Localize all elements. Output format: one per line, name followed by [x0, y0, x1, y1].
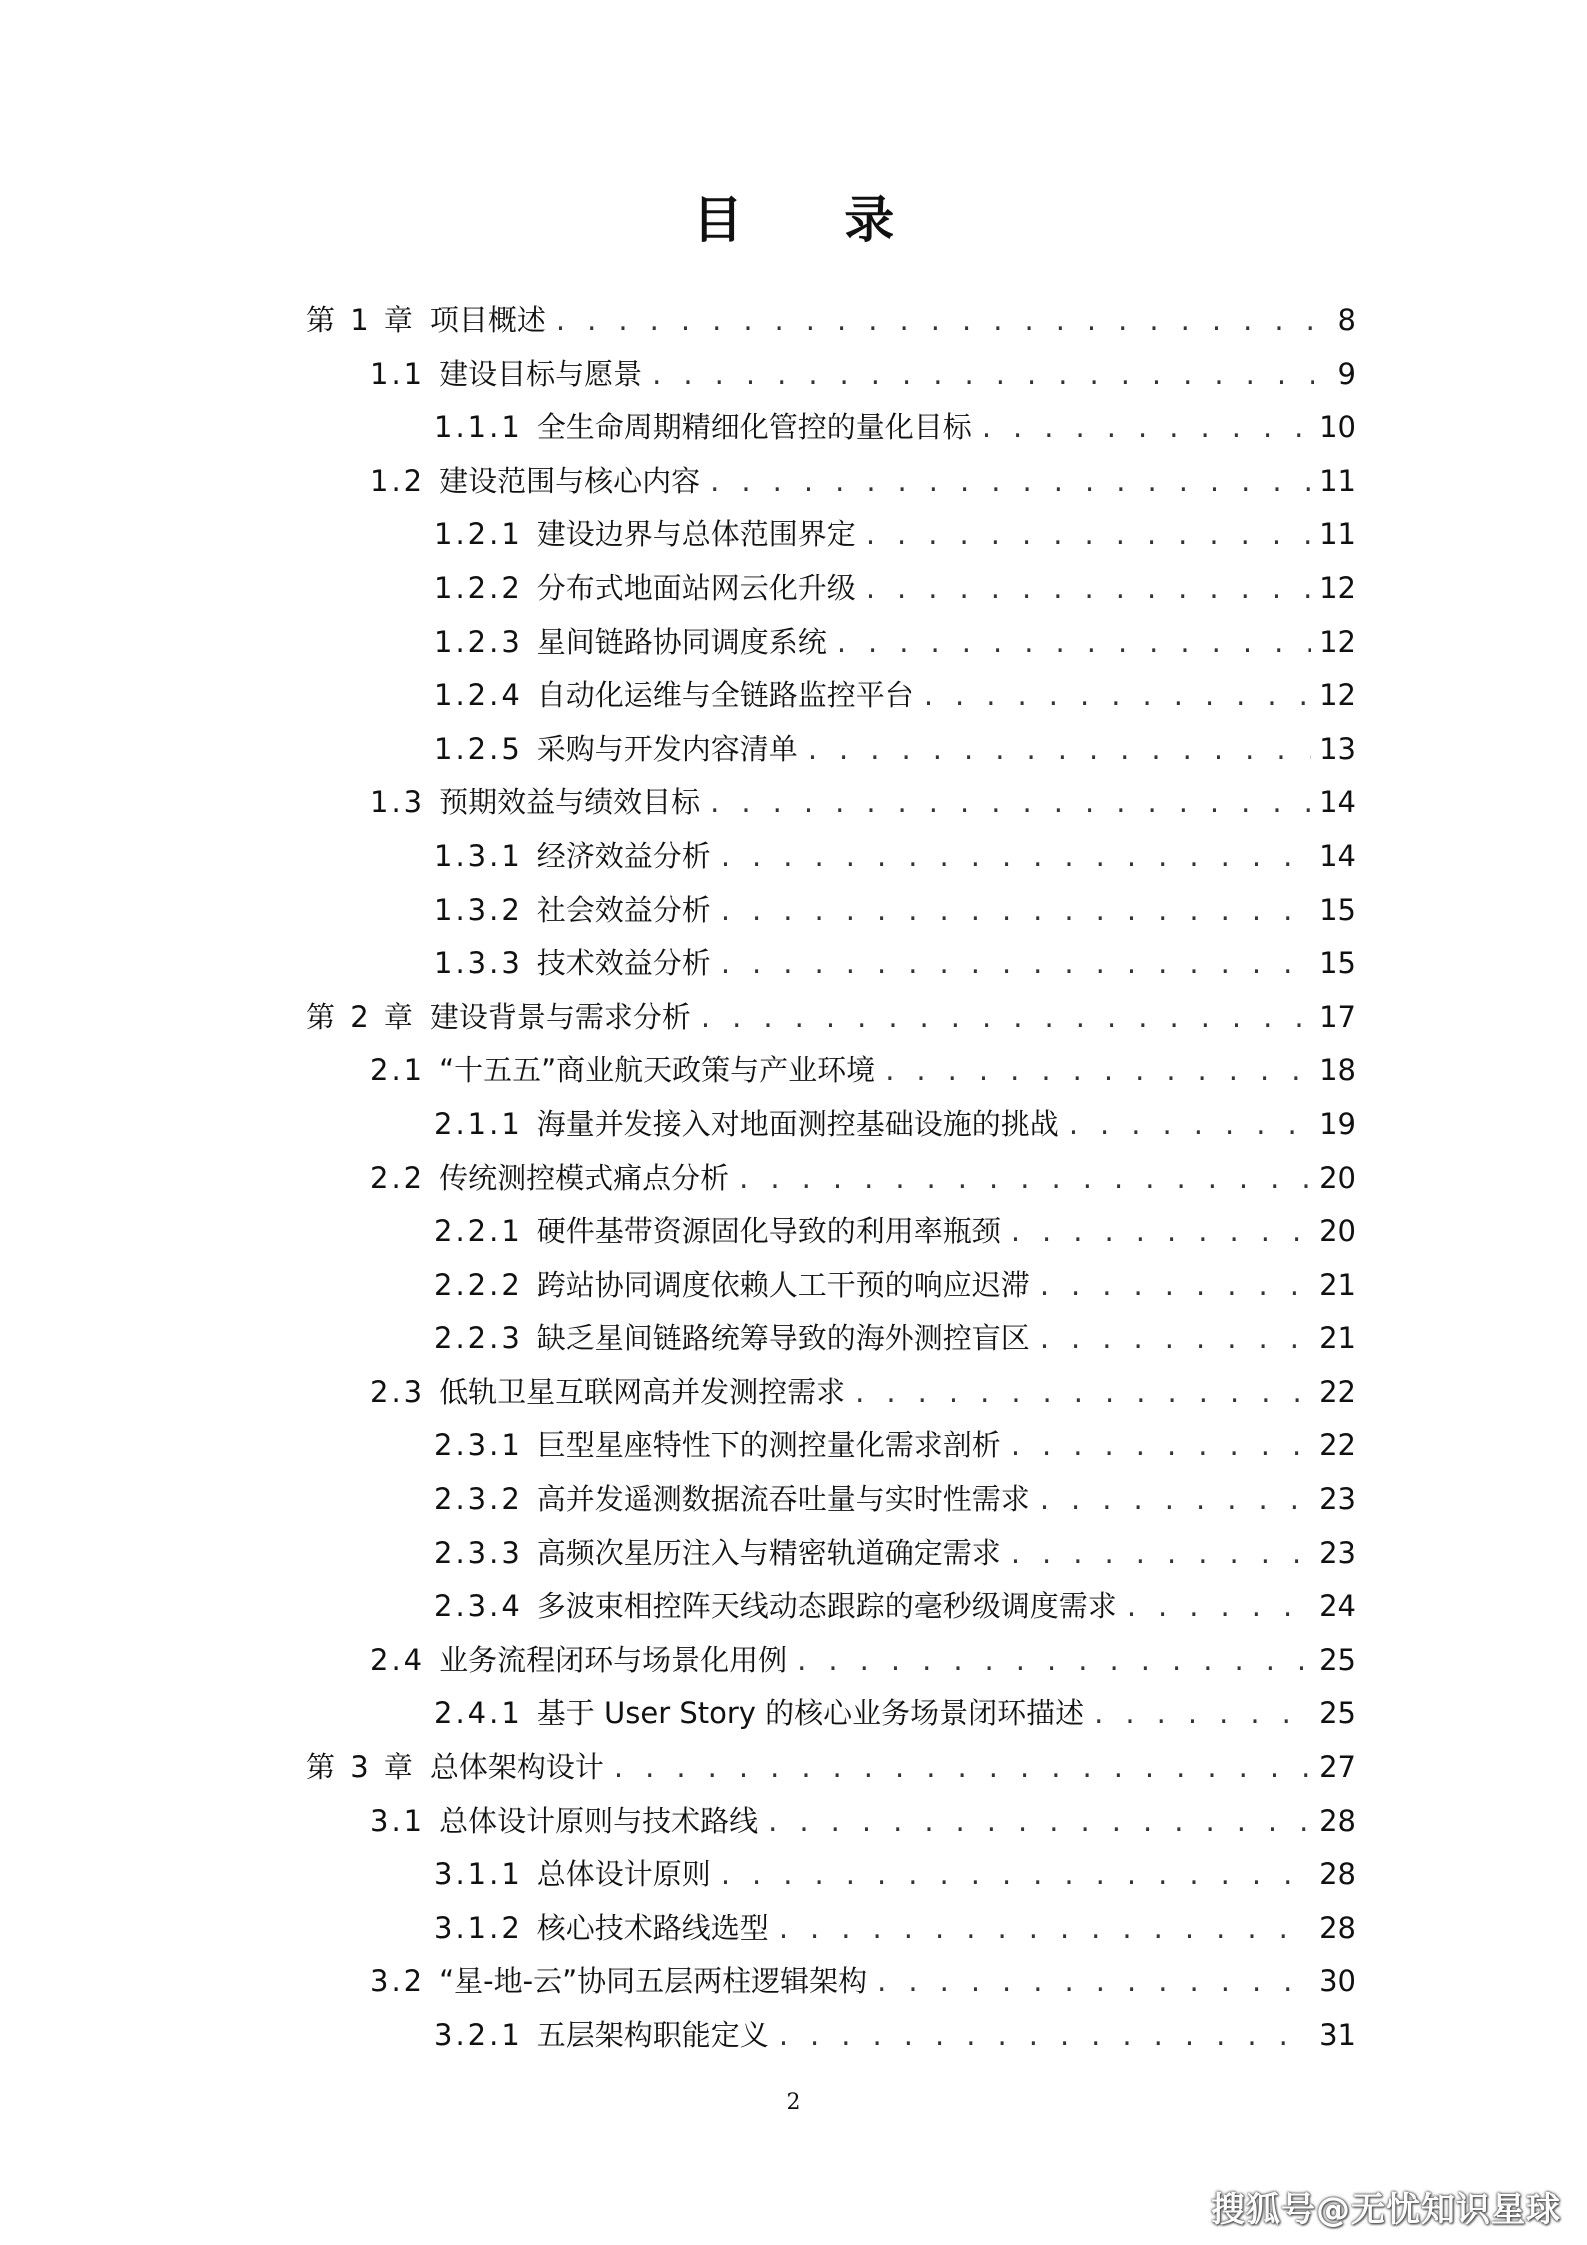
toc-entry-number: 1.3.2 — [434, 892, 523, 927]
toc-entry-title: “十五五”商业航天政策与产业环境 — [439, 1053, 876, 1088]
toc-entry-title: 多波束相控阵天线动态跟踪的毫秒级调度需求 — [536, 1589, 1117, 1624]
toc-entry-level3[interactable] — [306, 1848, 1356, 1902]
toc-entry-number: 3.1.2 — [434, 1910, 523, 1945]
dot-leader — [877, 1955, 1311, 2009]
dot-leader — [1069, 1098, 1311, 1152]
toc-entry-level2[interactable] — [306, 1366, 1356, 1420]
toc-entry-title: 自动化运维与全链路监控平台 — [536, 678, 914, 713]
toc-entry-page-number: 15 — [1319, 946, 1356, 981]
dot-leader — [837, 616, 1311, 670]
toc-entry-page-number: 8 — [1337, 303, 1356, 337]
toc-entry-number: 1.2.1 — [434, 517, 523, 552]
toc-entry-title: 五层架构职能定义 — [536, 2018, 769, 2052]
toc-entry-level3[interactable] — [306, 1687, 1356, 1741]
toc-entry-number: 2.3.2 — [434, 1482, 523, 1517]
dot-leader — [1040, 1312, 1311, 1366]
dot-leader — [779, 2009, 1311, 2063]
toc-entry-title: 经济效益分析 — [536, 838, 711, 873]
dot-leader — [652, 348, 1314, 402]
toc-entry-page-number: 15 — [1319, 892, 1356, 927]
toc-entry-page-number: 18 — [1319, 1053, 1356, 1088]
toc-entry-number: 1.3 — [370, 785, 426, 820]
toc-entry-title: 分布式地面站网云化升级 — [536, 570, 856, 605]
toc-entry-level3[interactable] — [306, 1419, 1356, 1473]
toc-entry-page-number: 23 — [1319, 1535, 1356, 1570]
toc-entry-page-number: 12 — [1319, 570, 1356, 605]
toc-entry-level3[interactable] — [306, 937, 1356, 991]
toc-entry-number: 1.2.5 — [434, 731, 523, 766]
toc-entry-page-number: 28 — [1319, 1910, 1356, 1945]
toc-entry-page-number: 23 — [1319, 1482, 1356, 1517]
dot-leader — [614, 1741, 1311, 1795]
toc-entry-level3[interactable] — [306, 1312, 1356, 1366]
dot-leader — [1127, 1580, 1311, 1634]
toc-entry-number: 3.1.1 — [434, 1857, 523, 1892]
toc-entry-level3[interactable] — [306, 1527, 1356, 1581]
toc-entry-level2[interactable] — [306, 1634, 1356, 1688]
toc-entry-number: 2.2.3 — [434, 1321, 523, 1356]
toc-entry-level2[interactable] — [306, 1795, 1356, 1849]
toc-entry-page-number: 28 — [1319, 1803, 1356, 1838]
toc-entry-number: 第 1 章 — [306, 303, 416, 337]
toc-entry-level3[interactable] — [306, 1902, 1356, 1956]
toc-entry-title: 采购与开发内容清单 — [536, 731, 798, 766]
toc-entry-title: 高频次星历注入与精密轨道确定需求 — [536, 1535, 1001, 1570]
toc-entry-number: 第 2 章 — [306, 999, 416, 1034]
toc-entry-number: 1.3.1 — [434, 838, 523, 873]
toc-entry-title: 硬件基带资源固化导致的利用率瓶颈 — [536, 1214, 1001, 1249]
toc-entry-level3[interactable] — [306, 562, 1356, 616]
dot-leader — [721, 884, 1311, 938]
dot-leader — [1040, 1473, 1311, 1527]
dot-leader — [1011, 1205, 1311, 1259]
toc-entry-page-number: 21 — [1319, 1321, 1356, 1356]
toc-entry-level3[interactable] — [306, 616, 1356, 670]
toc-entry-title: 跨站协同调度依赖人工干预的响应迟滞 — [536, 1267, 1030, 1302]
toc-entry-title: 总体设计原则与技术路线 — [439, 1803, 759, 1838]
toc-entry-page-number: 25 — [1319, 1696, 1356, 1731]
toc-entry-page-number: 30 — [1319, 1964, 1356, 1999]
toc-entry-page-number: 25 — [1319, 1642, 1356, 1677]
toc-entry-page-number: 21 — [1319, 1267, 1356, 1302]
toc-entry-page-number: 22 — [1319, 1428, 1356, 1463]
toc-entry-level3[interactable] — [306, 884, 1356, 938]
table-of-contents — [306, 294, 1356, 2063]
dot-leader — [1011, 1527, 1311, 1581]
dot-leader — [721, 937, 1311, 991]
page-number: 2 — [786, 2090, 801, 2115]
dot-leader — [866, 508, 1311, 562]
toc-entry-page-number: 12 — [1319, 678, 1356, 713]
toc-entry-title: “星-地-云”协同五层两柱逻辑架构 — [439, 1964, 868, 1999]
toc-entry-title: 全生命周期精细化管控的量化目标 — [536, 410, 972, 445]
dot-leader — [808, 723, 1311, 777]
watermark: 搜狐号@无忧知识星球 — [1211, 2190, 1561, 2230]
toc-entry-level3[interactable] — [306, 2009, 1356, 2063]
dot-leader — [779, 1902, 1311, 1956]
toc-entry-level3[interactable] — [306, 1259, 1356, 1313]
dot-leader — [556, 294, 1314, 348]
toc-entry-level3[interactable] — [306, 723, 1356, 777]
toc-entry-title: 总体设计原则 — [536, 1857, 711, 1892]
toc-entry-number: 2.4.1 — [434, 1696, 523, 1731]
dot-leader — [855, 1366, 1311, 1420]
toc-entry-title: 高并发遥测数据流吞吐量与实时性需求 — [536, 1482, 1030, 1517]
toc-entry-level3[interactable] — [306, 508, 1356, 562]
dot-leader — [1011, 1419, 1311, 1473]
toc-entry-title: 技术效益分析 — [536, 946, 711, 981]
dot-leader — [739, 1152, 1311, 1206]
toc-entry-page-number: 31 — [1319, 2018, 1356, 2052]
toc-entry-level3[interactable] — [306, 1580, 1356, 1634]
toc-entry-number: 2.1 — [370, 1053, 426, 1088]
toc-entry-number: 1.2.2 — [434, 570, 523, 605]
toc-entry-title: 海量并发接入对地面测控基础设施的挑战 — [536, 1106, 1059, 1141]
toc-entry-level1[interactable] — [306, 1741, 1356, 1795]
dot-leader — [721, 830, 1311, 884]
toc-entry-page-number: 14 — [1319, 838, 1356, 873]
toc-entry-page-number: 10 — [1319, 410, 1356, 445]
page-title: 目 录 — [692, 191, 937, 249]
toc-entry-level2[interactable] — [306, 455, 1356, 509]
toc-entry-page-number: 9 — [1337, 356, 1356, 391]
toc-entry-level1[interactable] — [306, 991, 1356, 1045]
toc-entry-page-number: 22 — [1319, 1374, 1356, 1409]
toc-entry-number: 2.2 — [370, 1160, 426, 1195]
dot-leader — [710, 455, 1311, 509]
toc-entry-number: 1.2 — [370, 463, 426, 498]
toc-entry-level2[interactable] — [306, 1152, 1356, 1206]
toc-entry-page-number: 24 — [1319, 1589, 1356, 1624]
dot-leader — [1040, 1259, 1311, 1313]
dot-leader — [866, 562, 1311, 616]
toc-entry-level2[interactable] — [306, 776, 1356, 830]
toc-entry-page-number: 28 — [1319, 1857, 1356, 1892]
toc-entry-level3[interactable] — [306, 1098, 1356, 1152]
toc-entry-number: 3.1 — [370, 1803, 426, 1838]
toc-entry-title: 项目概述 — [429, 303, 546, 337]
dot-leader — [797, 1634, 1311, 1688]
toc-entry-title: 建设背景与需求分析 — [429, 999, 691, 1034]
toc-entry-number: 2.2.1 — [434, 1214, 523, 1249]
toc-entry-number: 1.1 — [370, 356, 426, 391]
toc-entry-title: 建设边界与总体范围界定 — [536, 517, 856, 552]
toc-entry-title: 社会效益分析 — [536, 892, 711, 927]
toc-entry-page-number: 19 — [1319, 1106, 1356, 1141]
toc-entry-title: 缺乏星间链路统筹导致的海外测控盲区 — [536, 1321, 1030, 1356]
toc-entry-title: 预期效益与绩效目标 — [439, 785, 701, 820]
toc-entry-level2[interactable] — [306, 1044, 1356, 1098]
toc-entry-page-number: 27 — [1319, 1750, 1356, 1785]
toc-entry-level3[interactable] — [306, 669, 1356, 723]
toc-entry-number: 1.1.1 — [434, 410, 523, 445]
toc-entry-title: 基于 User Story 的核心业务场景闭环描述 — [536, 1696, 1085, 1731]
toc-entry-level3[interactable] — [306, 1473, 1356, 1527]
toc-entry-title: 传统测控模式痛点分析 — [439, 1160, 730, 1195]
dot-leader — [701, 991, 1311, 1045]
toc-entry-number: 1.2.3 — [434, 624, 523, 659]
toc-entry-page-number: 20 — [1319, 1214, 1356, 1249]
dot-leader — [710, 776, 1311, 830]
dot-leader — [721, 1848, 1311, 1902]
toc-entry-number: 1.2.4 — [434, 678, 523, 713]
toc-entry-level3[interactable] — [306, 830, 1356, 884]
toc-entry-title: 建设范围与核心内容 — [439, 463, 701, 498]
toc-entry-number: 1.3.3 — [434, 946, 523, 981]
toc-entry-page-number: 11 — [1319, 517, 1356, 552]
toc-entry-page-number: 11 — [1319, 463, 1356, 498]
toc-entry-title: 星间链路协同调度系统 — [536, 624, 827, 659]
toc-entry-number: 3.2.1 — [434, 2018, 523, 2052]
toc-entry-title: 核心技术路线选型 — [536, 1910, 769, 1945]
toc-entry-level3[interactable] — [306, 401, 1356, 455]
dot-leader — [768, 1795, 1311, 1849]
dot-leader — [924, 669, 1311, 723]
toc-entry-page-number: 17 — [1319, 999, 1356, 1034]
toc-entry-number: 2.3 — [370, 1374, 426, 1409]
toc-entry-level1[interactable] — [306, 294, 1356, 348]
toc-entry-number: 2.4 — [370, 1642, 426, 1677]
toc-entry-page-number: 13 — [1319, 731, 1356, 766]
toc-entry-number: 2.1.1 — [434, 1106, 523, 1141]
toc-entry-number: 2.2.2 — [434, 1267, 523, 1302]
toc-entry-number: 2.3.4 — [434, 1589, 523, 1624]
dot-leader — [1094, 1687, 1311, 1741]
toc-entry-level2[interactable] — [306, 1955, 1356, 2009]
toc-entry-title: 建设目标与愿景 — [439, 356, 643, 391]
toc-entry-number: 2.3.3 — [434, 1535, 523, 1570]
toc-entry-title: 业务流程闭环与场景化用例 — [439, 1642, 788, 1677]
toc-entry-level2[interactable] — [306, 348, 1356, 402]
toc-entry-title: 低轨卫星互联网高并发测控需求 — [439, 1374, 846, 1409]
toc-entry-number: 第 3 章 — [306, 1750, 416, 1785]
toc-entry-page-number: 20 — [1319, 1160, 1356, 1195]
dot-leader — [885, 1044, 1311, 1098]
toc-entry-title: 总体架构设计 — [429, 1750, 604, 1785]
toc-entry-page-number: 12 — [1319, 624, 1356, 659]
toc-entry-page-number: 14 — [1319, 785, 1356, 820]
dot-leader — [982, 401, 1311, 455]
toc-entry-number: 3.2 — [370, 1964, 426, 1999]
toc-entry-number: 2.3.1 — [434, 1428, 523, 1463]
toc-entry-level3[interactable] — [306, 1205, 1356, 1259]
toc-entry-title: 巨型星座特性下的测控量化需求剖析 — [536, 1428, 1001, 1463]
